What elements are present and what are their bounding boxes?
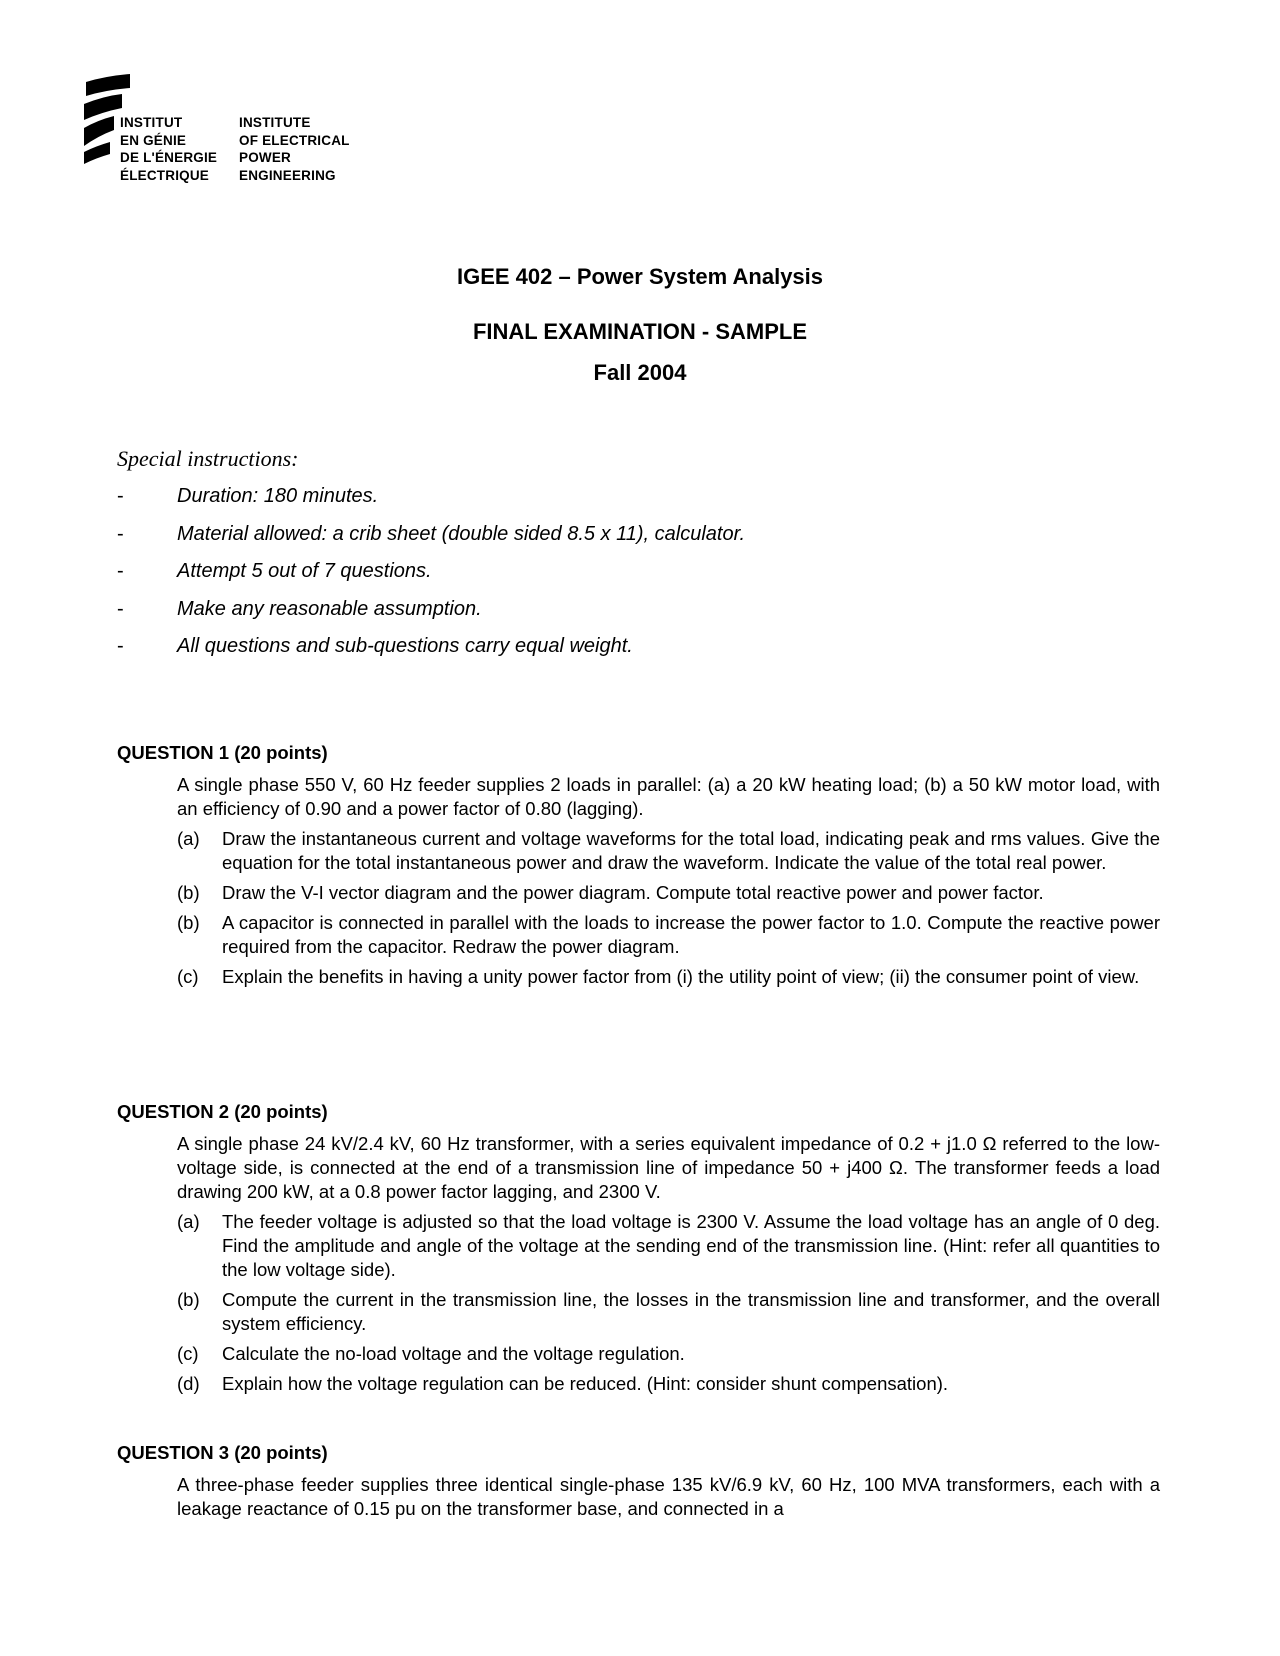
sub-question [177, 1210, 1160, 1282]
logo-english-name [239, 114, 350, 184]
bullet-dash: - [117, 485, 124, 507]
instruction-text: All questions and sub-questions carry equal weight. [177, 635, 633, 657]
question-heading: QUESTION 1 (20 points) [117, 742, 328, 763]
question-intro: A single phase 550 V, 60 Hz feeder supplies 2 loads in parallel: (a) a 20 kW heating load; (b) a 50 kW motor load, with an efficiency of 0.90 and a power factor of 0.80 (lagging). [177, 774, 1160, 819]
instruction-text: Material allowed: a crib sheet (double sided 8.5 x 11), calculator. [177, 522, 746, 545]
logo-line: OF ELECTRICAL [239, 132, 350, 148]
bullet-dash: - [117, 560, 124, 582]
question-1 [117, 741, 1160, 989]
instructions-heading: Special instructions: [117, 446, 299, 471]
bullet-dash: - [117, 597, 124, 620]
exam-title: FINAL EXAMINATION - SAMPLE [472, 319, 808, 344]
logo-line: ÉLECTRIQUE [120, 167, 210, 183]
sub-question [177, 1342, 1160, 1366]
logo-line: ENGINEERING [239, 167, 336, 183]
sub-question-label: (a) [177, 1211, 200, 1232]
logo-line: INSTITUTE [239, 115, 311, 130]
institute-logo [84, 74, 384, 184]
logo-french-name [120, 114, 217, 184]
sub-question-label: (d) [177, 1373, 200, 1394]
sub-question [177, 881, 1160, 905]
instruction-text: Make any reasonable assumption. [177, 597, 482, 620]
instruction-item [117, 560, 1117, 598]
exam-term: Fall 2004 [593, 360, 687, 385]
sub-question-text: Explain how the voltage regulation can be reduced. (Hint: consider shunt compensation). [222, 1373, 949, 1394]
logo-line: EN GÉNIE [120, 132, 187, 148]
sub-question-text: Compute the current in the transmission line, the losses in the transmission line and transformer, and the overall system efficiency. [222, 1289, 1160, 1334]
sub-question-text: Calculate the no-load voltage and the voltage regulation. [222, 1343, 685, 1364]
sub-question-label: (c) [177, 1343, 199, 1364]
logo-line: POWER [239, 150, 292, 165]
logo-line: INSTITUT [120, 115, 183, 130]
sub-question-label: (b) [177, 1289, 200, 1310]
sub-question [177, 965, 1160, 989]
course-title: IGEE 402 – Power System Analysis [456, 264, 824, 289]
sub-question-text: Draw the V-I vector diagram and the power diagram. Compute total reactive power and power factor. [222, 882, 1044, 903]
sub-question-label: (b) [177, 882, 200, 903]
instruction-text: Duration: 180 minutes. [177, 485, 379, 507]
logo-line: DE L'ÉNERGIE [120, 150, 218, 165]
question-intro: A single phase 24 kV/2.4 kV, 60 Hz transformer, with a series equivalent impedance of 0.2 + j1.0 Ω referred to the low-voltage side, is connected at the end of a transmission line of impedance 50 + j400 Ω. The transformer feeds a load drawing 200 kW, at a 0.8 power factor lagging, and 2300 V. [177, 1133, 1160, 1202]
sub-question-text: Draw the instantaneous current and voltage waveforms for the total load, indicating peak and rms values. Give the equation for the total instantaneous power and draw the waveform. Indicate the value of the total real power. [222, 828, 1160, 873]
bullet-dash: - [117, 635, 124, 657]
sub-question [177, 911, 1160, 959]
instruction-item [117, 598, 1117, 636]
instructions-list [117, 485, 1117, 673]
question-2 [117, 1100, 1160, 1396]
question-intro: A three-phase feeder supplies three identical single-phase 135 kV/6.9 kV, 60 Hz, 100 MVA transformers, each with a leakage reactance of 0.15 pu on the transformer base, and connected in a [177, 1474, 1160, 1519]
sub-question-label: (a) [177, 828, 200, 849]
sub-question-text: Explain the benefits in having a unity power factor from (i) the utility point of view; (ii) the consumer point of view. [222, 966, 1140, 987]
sub-question [177, 1288, 1160, 1336]
question-heading: QUESTION 3 (20 points) [117, 1442, 328, 1463]
instruction-item [117, 523, 1117, 561]
sub-question [177, 1372, 1160, 1396]
bullet-dash: - [117, 522, 124, 545]
instruction-text: Attempt 5 out of 7 questions. [177, 560, 432, 582]
question-3 [117, 1441, 1160, 1521]
sub-question-text: The feeder voltage is adjusted so that the load voltage is 2300 V. Assume the load voltage has an angle of 0 deg. Find the amplitude and angle of the voltage at the sending end of the transmission line. (Hint: refer all quantities to the low voltage side). [222, 1211, 1160, 1280]
sub-question-label: (c) [177, 966, 199, 987]
sub-question-text: A capacitor is connected in parallel with the loads to increase the power factor to 1.0. Compute the reactive power required from the capacitor. Redraw the power diagram. [222, 912, 1160, 957]
sub-question [177, 827, 1160, 875]
question-heading: QUESTION 2 (20 points) [117, 1101, 328, 1122]
instruction-item [117, 485, 1117, 523]
sub-question-label: (b) [177, 912, 200, 933]
instruction-item [117, 635, 1117, 673]
